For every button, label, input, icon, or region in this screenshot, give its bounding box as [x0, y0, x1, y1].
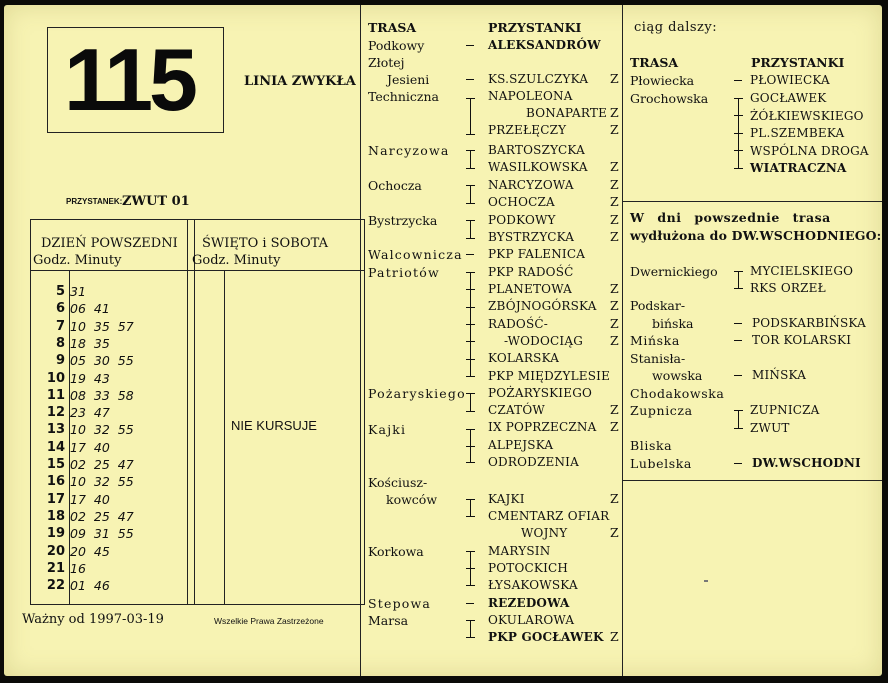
departure-minutes: 16: [70, 560, 86, 576]
on-demand-marker: Z: [610, 281, 619, 296]
route-bracket-icon: [466, 185, 475, 203]
line-number: 115: [64, 30, 194, 129]
on-demand-marker: Z: [610, 333, 619, 348]
route-stop: ODRODZENIA: [488, 455, 579, 469]
valid-from: Ważny od 1997-03-19: [22, 612, 164, 627]
route-stop: CZATÓW: [488, 403, 545, 417]
route-dash-icon: [466, 254, 474, 255]
on-demand-marker: Z: [610, 194, 619, 209]
departure-hour: 21: [46, 560, 65, 576]
departure-hour: 17: [46, 491, 65, 507]
extension-street: Stanisła-: [630, 351, 686, 366]
route-stop: RADOŚĆ-: [488, 317, 549, 331]
route-bracket-icon: [466, 499, 475, 516]
continuation-stops-header: PRZYSTANKI: [751, 55, 845, 70]
on-demand-marker: Z: [610, 525, 619, 540]
on-demand-marker: Z: [610, 122, 619, 137]
departure-minutes: 17 40: [70, 491, 110, 507]
departure-hour: 8: [55, 335, 65, 351]
departure-minutes: 20 45: [70, 543, 110, 559]
section-divider: [622, 480, 882, 481]
route-street: Ochocza: [368, 178, 422, 193]
on-demand-marker: Z: [610, 71, 619, 86]
route-bracket-icon: [466, 620, 475, 637]
continuation-trasa-header: TRASA: [630, 55, 679, 70]
route-street: Pożaryskiego: [368, 386, 466, 401]
on-demand-marker: Z: [610, 105, 619, 120]
route-stop: NAPOLEONA: [488, 89, 573, 103]
route-dash-icon: [734, 463, 742, 464]
route-street: Kajki: [368, 422, 407, 437]
route-street: Złotej: [368, 55, 405, 70]
extension-street: wowska: [652, 368, 703, 383]
extension-note-line1: W dni powszednie trasa: [630, 210, 831, 225]
departure-hour: 9: [55, 353, 65, 369]
route-stop: KOLARSKA: [488, 351, 560, 365]
extension-street: Mińska: [630, 333, 680, 348]
departure-hour: 11: [46, 387, 65, 403]
continuation-stop: PL.SZEMBEKA: [750, 126, 845, 140]
route-bracket-icon: [466, 429, 475, 462]
extension-street: Podskar-: [630, 298, 686, 313]
departure-minutes: 10 35 57: [70, 318, 134, 334]
departure-hour: 19: [46, 526, 65, 542]
route-bracket-icon: [466, 393, 475, 411]
route-stop: ZBÓJNOGÓRSKA: [488, 299, 597, 313]
route-stop: IX POPRZECZNA: [488, 420, 597, 434]
route-stop: PKP RADOŚĆ: [488, 265, 574, 279]
departure-hour: 7: [55, 318, 65, 334]
route-stop: CMENTARZ OFIAR: [488, 509, 610, 523]
extension-stop: MYCIELSKIEGO: [750, 264, 854, 278]
route-bracket-icon: [466, 150, 475, 168]
departure-minutes: 19 43: [70, 370, 110, 386]
route-stop: KS.SZULCZYKA: [488, 72, 589, 86]
on-demand-marker: Z: [610, 177, 619, 192]
departure-hour: 13: [46, 422, 65, 438]
departure-hour: 5: [55, 284, 65, 299]
route-stop: POŻARYSKIEGO: [488, 386, 593, 400]
stop-label: PRZYSTANEK:: [66, 197, 123, 206]
extension-street: Chodakowska: [630, 386, 725, 401]
route-stop: PODKOWY: [488, 213, 556, 227]
departure-minutes: 17 40: [70, 439, 110, 455]
rights-notice: Wszelkie Prawa Zastrzeżone: [214, 616, 324, 626]
route-stop: -WODOCIĄG: [504, 334, 584, 348]
extension-stop: DW.WSCHODNI: [752, 456, 861, 470]
extension-street: bińska: [652, 316, 694, 331]
on-demand-marker: Z: [610, 316, 619, 331]
departure-hour: 6: [55, 301, 65, 317]
departure-hour: 12: [46, 405, 65, 421]
continuation-stop: WIATRACZNA: [750, 161, 847, 175]
on-demand-marker: Z: [610, 491, 619, 506]
route-street: Jesieni: [387, 72, 430, 87]
on-demand-marker: Z: [610, 298, 619, 313]
route-stop: PRZEŁĘCZY: [488, 123, 567, 137]
extension-stop: RKS ORZEŁ: [750, 281, 826, 295]
route-trasa-header: TRASA: [368, 20, 417, 35]
route-bracket-icon: [734, 98, 743, 168]
route-stops-header: PRZYSTANKI: [488, 20, 582, 35]
route-stop: ALEKSANDRÓW: [488, 38, 601, 52]
route-street: Narcyzowa: [368, 143, 450, 158]
route-stop: ALPEJSKA: [488, 438, 554, 452]
departure-minutes: 31: [70, 284, 86, 299]
weekday-godz-minuty: Godz. Minuty: [33, 253, 122, 268]
continuation-street: Płowiecka: [630, 73, 695, 88]
route-street: Walcownicza: [368, 247, 463, 262]
extension-stop: ZWUT: [750, 421, 790, 435]
paper-mark: [704, 580, 708, 582]
extension-stop: MIŃSKA: [752, 368, 807, 382]
route-bracket-icon: [734, 271, 743, 288]
column-divider: [622, 5, 623, 676]
extension-street: Lubelska: [630, 456, 692, 471]
continuation-stop: PŁOWIECKA: [750, 73, 830, 87]
timetable-sheet: [4, 5, 882, 676]
route-street: Techniczna: [368, 89, 439, 104]
on-demand-marker: Z: [610, 159, 619, 174]
extension-stop: PODSKARBIŃSKA: [752, 316, 866, 330]
route-stop: MARYSIN: [488, 544, 551, 558]
route-stop: BYSTRZYCKA: [488, 230, 575, 244]
holiday-header: ŚWIĘTO i SOBOTA: [202, 236, 329, 251]
departure-minutes: 05 30 55: [70, 353, 134, 369]
route-stop: BONAPARTE: [526, 106, 608, 120]
line-type: LINIA ZWYKŁA: [244, 74, 356, 89]
route-street: Bystrzycka: [368, 213, 438, 228]
on-demand-marker: Z: [610, 629, 619, 644]
route-stop: REZEDOWA: [488, 596, 570, 610]
route-dash-icon: [734, 375, 742, 376]
departure-hour: 14: [46, 439, 65, 455]
route-dash-icon: [466, 603, 474, 604]
route-dash-icon: [734, 340, 742, 341]
line-number-box: [47, 27, 224, 133]
departure-hour: 20: [46, 543, 65, 559]
not-running-label: NIE KURSUJE: [231, 418, 317, 433]
route-stop: NARCYZOWA: [488, 178, 574, 192]
departure-minutes: 08 33 58: [70, 387, 134, 403]
departure-minutes: 10 32 55: [70, 422, 134, 438]
route-stop: PKP GOCŁAWEK: [488, 630, 604, 644]
continuation-stop: ŻÓŁKIEWSKIEGO: [750, 109, 864, 123]
extension-street: Bliska: [630, 438, 673, 453]
route-stop: WASILKOWSKA: [488, 160, 588, 174]
extension-stop: ZUPNICZA: [750, 403, 820, 417]
on-demand-marker: Z: [610, 402, 619, 417]
route-street: Patriotów: [368, 265, 440, 280]
section-divider: [622, 201, 882, 202]
route-stop: POTOCKICH: [488, 561, 569, 575]
departures-table: [30, 219, 365, 605]
extension-street: Zupnicza: [630, 403, 693, 418]
route-dash-icon: [734, 80, 742, 81]
route-street: Podkowy: [368, 38, 425, 53]
route-stop: ŁYSAKOWSKA: [488, 578, 578, 592]
route-bracket-icon: [734, 410, 743, 428]
continuation-stop: GOCŁAWEK: [750, 91, 827, 105]
departure-hour: 10: [46, 370, 65, 386]
departure-minutes: 23 47: [70, 405, 110, 421]
departure-minutes: 06 41: [70, 301, 110, 317]
route-dash-icon: [466, 79, 474, 80]
departure-hour: 15: [46, 457, 65, 472]
extension-street: Dwernickiego: [630, 264, 718, 279]
continuation-street: Grochowska: [630, 91, 709, 106]
route-stop: OCHOCZA: [488, 195, 555, 209]
departure-minutes: 18 35: [70, 335, 110, 351]
route-stop: PKP FALENICA: [488, 247, 586, 261]
extension-stop: TOR KOLARSKI: [752, 333, 852, 347]
route-stop: PLANETOWA: [488, 282, 573, 296]
route-street: Korkowa: [368, 544, 424, 559]
continuation-title: ciąg dalszy:: [634, 20, 718, 35]
departure-hour: 18: [46, 508, 65, 524]
holiday-godz-minuty: Godz. Minuty: [192, 253, 281, 268]
route-bracket-icon: [466, 98, 475, 134]
departure-minutes: 02 25 47: [70, 508, 134, 524]
route-stop: PKP MIĘDZYLESIE: [488, 369, 611, 383]
weekday-header: DZIEŃ POWSZEDNI: [41, 236, 178, 251]
departure-hour: 22: [46, 578, 65, 594]
extension-note-line2: wydłużona do DW.WSCHODNIEGO:: [630, 228, 882, 243]
departure-hour: 16: [46, 474, 65, 490]
route-dash-icon: [466, 45, 474, 46]
route-street: Marsa: [368, 613, 409, 628]
on-demand-marker: Z: [610, 419, 619, 434]
route-stop: OKULAROWA: [488, 613, 575, 627]
on-demand-marker: Z: [610, 229, 619, 244]
departure-minutes: 09 31 55: [70, 526, 134, 542]
continuation-stop: WSPÓLNA DROGA: [750, 144, 869, 158]
route-street: Stepowa: [368, 596, 432, 611]
route-dash-icon: [734, 323, 742, 324]
stop-name: ZWUT 01: [122, 194, 190, 209]
route-bracket-icon: [466, 220, 475, 238]
departure-minutes: 10 32 55: [70, 474, 134, 490]
route-stop: WOJNY: [521, 526, 568, 540]
on-demand-marker: Z: [610, 212, 619, 227]
route-bracket-icon: [466, 551, 475, 585]
route-bracket-icon: [466, 272, 475, 376]
route-stop: KAJKI: [488, 492, 525, 506]
route-street: kowców: [386, 492, 438, 507]
route-street: Kościusz-: [368, 475, 428, 490]
route-stop: BARTOSZYCKA: [488, 143, 585, 157]
departure-minutes: 02 25 47: [70, 457, 134, 472]
departure-minutes: 01 46: [70, 578, 110, 594]
